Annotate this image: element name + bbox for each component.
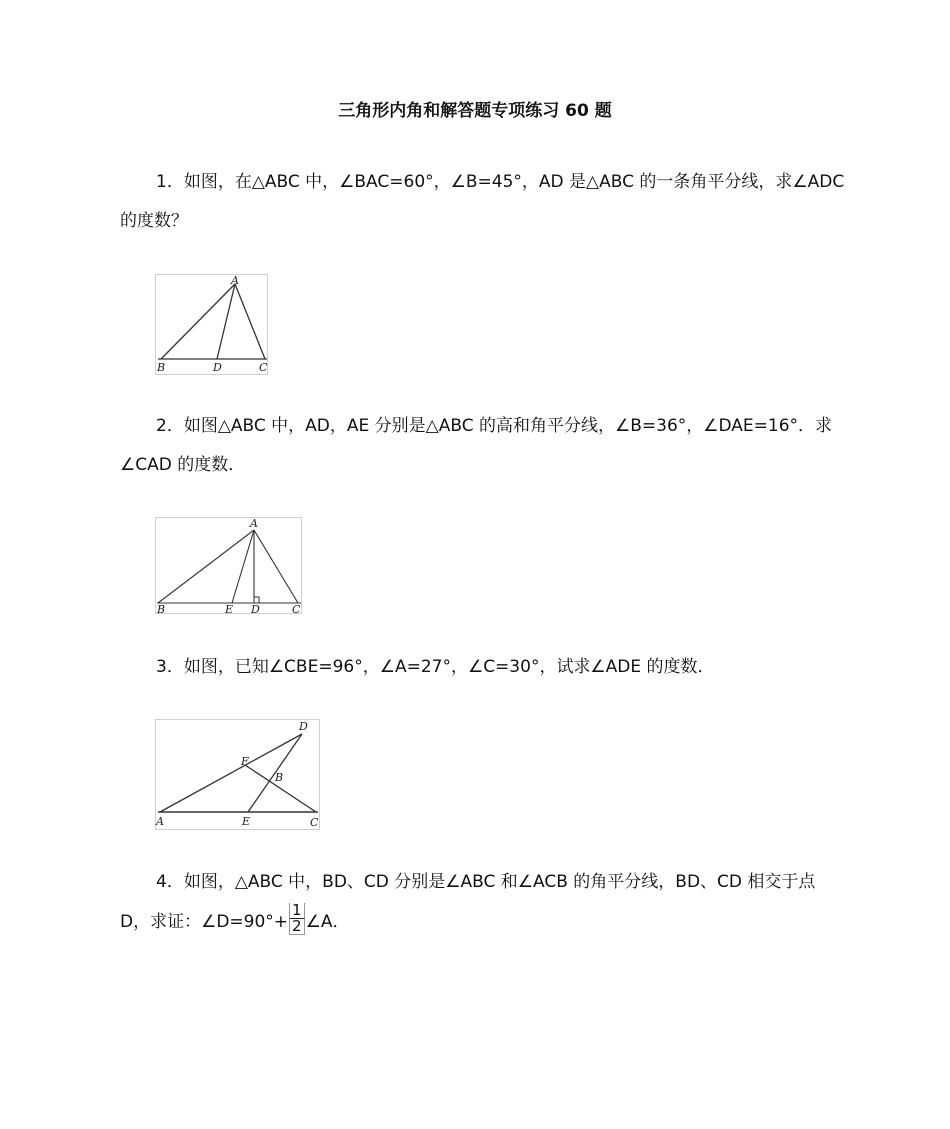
problem-2-figure <box>155 517 303 615</box>
label-c: C <box>310 816 319 829</box>
segment-ae <box>232 530 254 603</box>
problem-4-text-line2-end: ∠A． <box>305 912 350 932</box>
label-f: F <box>241 755 249 768</box>
problem-3-text-line1: 3．如图，已知∠CBE=96°，∠A=27°，∠C=30°，试求∠ADE 的度数． <box>156 657 715 677</box>
label-e: E <box>242 815 251 828</box>
problem-4-text-line2 <box>120 901 350 938</box>
problem-3-figure <box>155 719 321 831</box>
label-b: B <box>157 361 166 374</box>
page-title: 三角形内角和解答题专项练习 60 题 <box>338 101 612 121</box>
label-c: C <box>259 361 268 374</box>
problem-2-text-line2: ∠CAD 的度数． <box>120 455 246 475</box>
fraction-one-half <box>289 903 305 935</box>
label-d: D <box>299 720 308 733</box>
label-d: D <box>251 603 260 615</box>
fraction-numerator: 1 <box>289 903 305 919</box>
label-b: B <box>157 603 166 615</box>
problem-1-text-line2: 的度数？ <box>120 211 188 231</box>
problem-1-text-line1: 1．如图，在△ABC 中，∠BAC=60°，∠B=45°，AD 是△ABC 的一条角平分线，求∠ADC <box>156 172 845 192</box>
label-c: C <box>292 603 301 615</box>
segment-ac <box>235 284 265 359</box>
label-a: A <box>231 274 239 287</box>
segment-ad <box>217 284 235 359</box>
segment-ac <box>254 530 298 603</box>
segment-ab <box>158 530 254 603</box>
segment-ab <box>161 284 235 359</box>
label-a: A <box>156 815 164 828</box>
label-b: B <box>275 771 284 784</box>
label-d: D <box>213 361 222 374</box>
problem-2-text-line1: 2．如图△ABC 中，AD，AE 分别是△ABC 的高和角平分线，∠B=36°，∠DAE=16°．求 <box>156 416 833 436</box>
label-a: A <box>250 517 258 530</box>
problem-4-text-line1: 4．如图，△ABC 中，BD、CD 分别是∠ABC 和∠ACB 的角平分线，BD、CD 相交于点 <box>156 872 816 892</box>
label-e: E <box>225 603 234 615</box>
problem-1-figure <box>155 274 269 376</box>
problem-4-text-line2-start: D，求证：∠D=90°+ <box>120 912 289 932</box>
fraction-denominator: 2 <box>289 919 305 935</box>
